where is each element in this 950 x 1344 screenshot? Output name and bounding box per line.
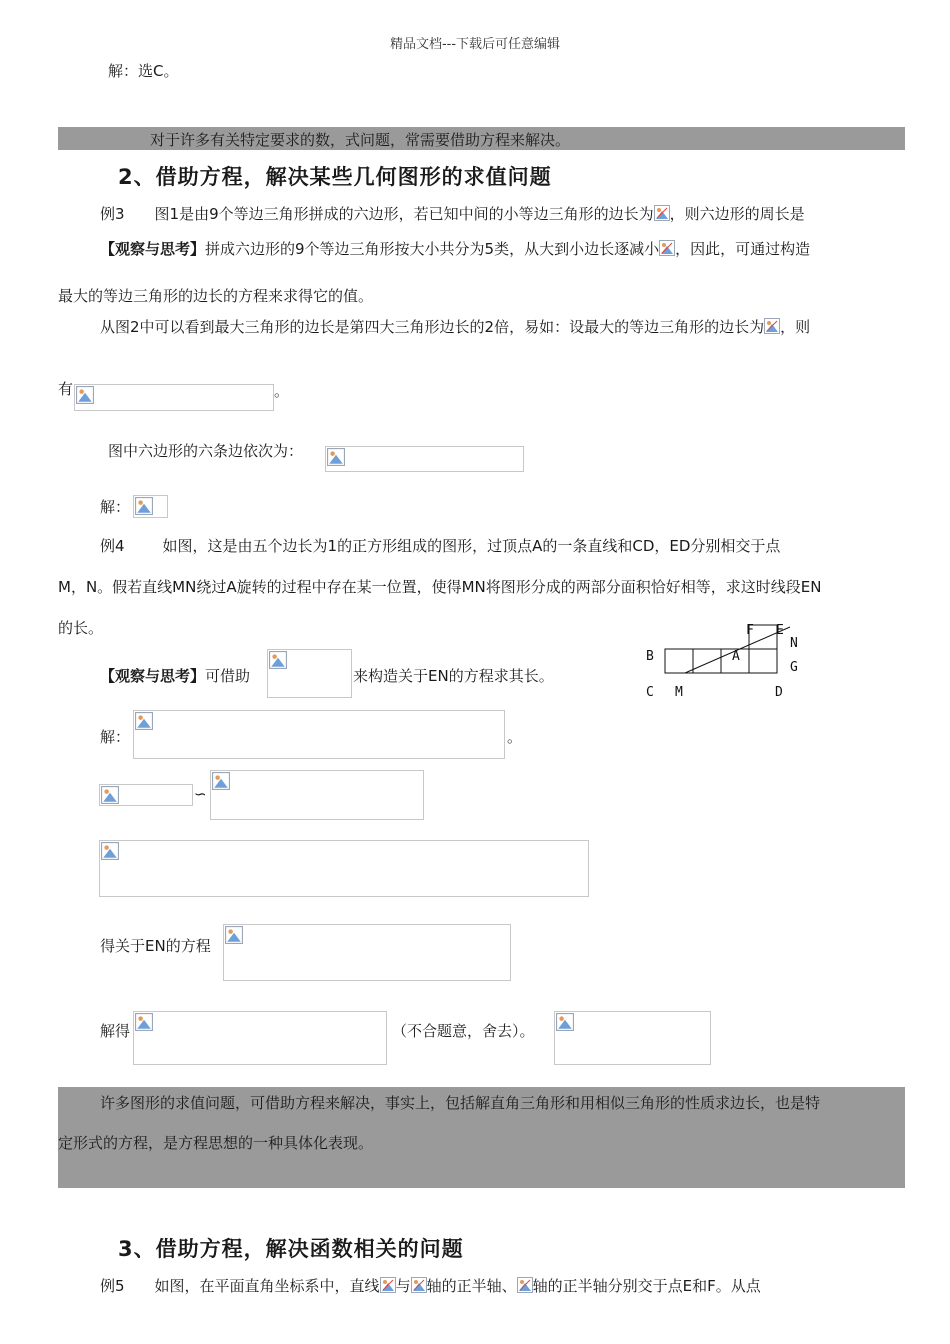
fig2-paragraph bbox=[100, 316, 810, 337]
formula-image-box bbox=[210, 770, 424, 820]
example-5-text-3: 轴的正半轴、 bbox=[426, 1277, 517, 1295]
six-sides-label: 图中六边形的六条边依次为： bbox=[108, 442, 304, 460]
broken-image-icon bbox=[135, 712, 153, 730]
solve-label: 解得 bbox=[100, 1022, 131, 1040]
example-4-line-1 bbox=[100, 535, 780, 556]
square-2 bbox=[693, 649, 721, 673]
example-4-text: 如图，这是由五个边长为1的正方形组成的图形，过顶点A的一条直线和CD，ED分别相交于点 bbox=[162, 537, 781, 555]
observe-1-text: 拼成六边形的9个等边三角形按大小共分为5类，从大到小边长逐减小 bbox=[205, 240, 660, 258]
observe-2-text: 可借助 bbox=[205, 667, 251, 685]
broken-image-icon bbox=[269, 651, 287, 669]
observe-1-line-2: 最大的等边三角形的边长的方程来求得它的值。 bbox=[58, 287, 374, 305]
fig2-text: 从图2中可以看到最大三角形的边长是第四大三角形边长的2倍，易如：设最大的等边三角形的边长为 bbox=[100, 318, 765, 336]
example-5-text-2: 与 bbox=[395, 1277, 411, 1295]
broken-image-icon bbox=[327, 448, 345, 466]
section-3-title: 3、借助方程，解决函数相关的问题 bbox=[118, 1237, 464, 1261]
summary-band-1-text: 对于许多有关特定要求的数，式问题，常需要借助方程来解决。 bbox=[150, 131, 571, 149]
page-header: 精品文档---下载后可任意编辑 bbox=[389, 37, 561, 52]
formula-image-box bbox=[554, 1011, 711, 1065]
formula-image-icon bbox=[659, 240, 675, 256]
example-5-text-4: 轴的正半轴分别交于点E和F。从点 bbox=[532, 1277, 761, 1295]
label-b: B bbox=[646, 649, 654, 664]
broken-image-icon bbox=[225, 926, 243, 944]
broken-image-icon bbox=[556, 1013, 574, 1031]
square-4 bbox=[749, 649, 777, 673]
label-a: A bbox=[732, 649, 740, 664]
example-3-text: 图1是由9个等边三角形拼成的六边形，若已知中间的小等边三角形的边长为 bbox=[154, 205, 654, 223]
discard-note: （不合题意，舍去）。 bbox=[392, 1022, 535, 1040]
square-1 bbox=[665, 649, 693, 673]
broken-image-icon bbox=[135, 497, 153, 515]
period-2: 。 bbox=[507, 728, 523, 746]
similar-symbol: ∽ bbox=[194, 785, 207, 803]
formula-image-box bbox=[223, 924, 511, 981]
label-f: F bbox=[746, 623, 754, 638]
label-n: N bbox=[790, 636, 798, 651]
summary-band-2-line-2: 定形式的方程，是方程思想的一种具体化表现。 bbox=[58, 1134, 374, 1152]
formula-image-box bbox=[325, 446, 524, 472]
example-4-line-2: M，N。假若直线MN绕过A旋转的过程中存在某一位置，使得MN将图形分成的两部分面积恰好相等，求这时线段EN bbox=[58, 578, 822, 596]
label-d: D bbox=[775, 685, 783, 700]
label-g: G bbox=[790, 660, 798, 675]
example-5-label: 例5 bbox=[100, 1277, 125, 1295]
broken-image-icon bbox=[101, 786, 119, 804]
you-label: 有 bbox=[58, 380, 74, 398]
example-5-line bbox=[100, 1275, 761, 1296]
example-3-text-end: ，则六边形的周长是 bbox=[669, 205, 805, 223]
summary-band-2-line-1: 许多图形的求值问题，可借助方程来解决，事实上，包括解直角三角形和用相似三角形的性质求边长，也是特 bbox=[100, 1094, 821, 1112]
example-3-label: 例3 bbox=[100, 205, 125, 223]
observe-1-line bbox=[100, 238, 810, 259]
formula-image-box bbox=[74, 384, 274, 411]
formula-image-icon bbox=[764, 318, 780, 334]
example-4-label: 例4 bbox=[100, 537, 125, 555]
formula-image-icon bbox=[517, 1277, 533, 1293]
label-c: C bbox=[646, 685, 654, 700]
fig2-text-end: ，则 bbox=[780, 318, 811, 336]
observe-1-label: 【观察与思考】 bbox=[100, 240, 206, 258]
solution-label-2: 解： bbox=[100, 728, 131, 746]
solution-label: 解： bbox=[100, 498, 131, 516]
formula-image-box bbox=[133, 1011, 387, 1065]
squares-figure bbox=[640, 622, 810, 702]
broken-image-icon bbox=[101, 842, 119, 860]
broken-image-icon bbox=[76, 386, 94, 404]
formula-image-box bbox=[99, 840, 589, 897]
formula-image-box bbox=[133, 495, 168, 518]
equation-about-en-label: 得关于EN的方程 bbox=[100, 937, 211, 955]
section-2-title: 2、借助方程，解决某些几何图形的求值问题 bbox=[118, 165, 552, 189]
broken-image-icon bbox=[135, 1013, 153, 1031]
formula-image-box bbox=[99, 784, 193, 806]
period: 。 bbox=[274, 382, 290, 400]
observe-1-text-end: ，因此，可通过构造 bbox=[675, 240, 811, 258]
example-4-line-3: 的长。 bbox=[58, 619, 104, 637]
observe-2-line bbox=[100, 665, 250, 686]
broken-image-icon bbox=[212, 772, 230, 790]
formula-image-icon bbox=[411, 1277, 427, 1293]
example-3-line bbox=[100, 203, 805, 224]
example-5-text: 如图，在平面直角坐标系中，直线 bbox=[154, 1277, 380, 1295]
answer-line: 解：选C。 bbox=[108, 62, 179, 80]
formula-image-icon bbox=[380, 1277, 396, 1293]
observe-2-label: 【观察与思考】 bbox=[100, 667, 206, 685]
label-m: M bbox=[675, 685, 683, 700]
formula-image-box bbox=[267, 649, 352, 698]
observe-2-text-end: 来构造关于EN的方程求其长。 bbox=[353, 667, 554, 685]
label-e: E bbox=[776, 623, 784, 638]
formula-image-box bbox=[133, 710, 505, 759]
formula-image-icon bbox=[654, 205, 670, 221]
